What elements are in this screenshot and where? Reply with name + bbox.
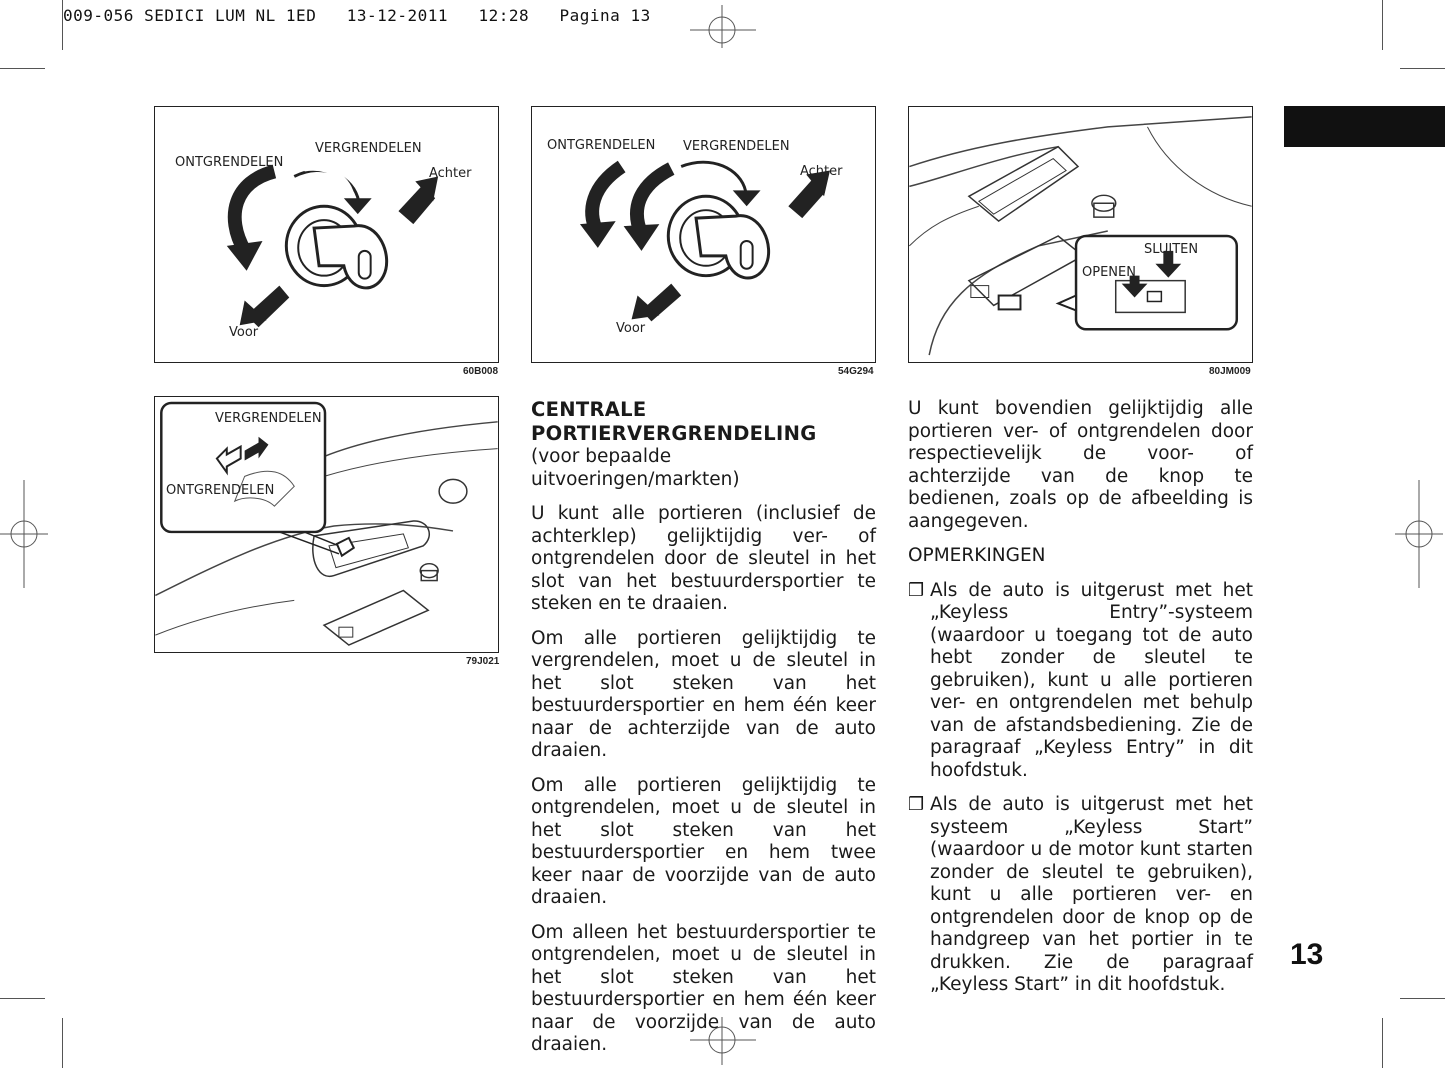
figure-key-lock-double xyxy=(531,106,876,363)
registration-mark-top xyxy=(690,0,760,50)
figure-code: 79J021 xyxy=(466,656,500,667)
note-text: Als de auto is uitgerust met het „Keyless Entry”-systeem (waardoor u toegang tot de auto hebt zonder de sleutel te gebruiken), kunt u alle portieren ver- en ontgrendelen met behulp van de afstandsbediening. Zie de paragraaf „Keyless Entry” in dit hoofdstuk. xyxy=(930,579,1253,781)
paragraph: Om alleen het bestuurdersportier te ontgrendelen, moet u de sleutel in het slot steken van het bestuurdersportier en hem één keer naar de voorzijde van de auto draaien. xyxy=(531,921,876,1055)
label-close: SLUITEN xyxy=(1144,242,1199,257)
label-lock: VERGRENDELEN xyxy=(683,139,790,154)
label-lock: VERGRENDELEN xyxy=(315,141,422,156)
label-unlock: ONTGRENDELEN xyxy=(547,138,656,153)
door-handle-illustration xyxy=(155,397,498,652)
crop-mark xyxy=(1382,1018,1383,1068)
crop-mark xyxy=(62,0,63,50)
door-panel-illustration xyxy=(909,107,1252,362)
paragraph: Om alle portieren gelijktijdig te ontgrendelen, moet u de sleutel in het slot steken van het bestuurdersportier en hem twee keer naar de voorzijde van de auto draaien. xyxy=(531,774,876,908)
chapter-tab xyxy=(1284,106,1445,147)
registration-mark-right xyxy=(1395,480,1445,590)
registration-mark-left xyxy=(0,480,50,590)
paragraph: Om alle portieren gelijktijdig te vergrendelen, moet u de sleutel in het slot steken van het bestuurdersportier en hem één keer naar de achterzijde van de auto draaien. xyxy=(531,627,876,761)
note-item xyxy=(908,794,1253,997)
label-open: OPENEN xyxy=(1082,265,1136,280)
central-locking-section xyxy=(531,398,876,1069)
note-text: Als de auto is uitgerust met het systeem „Keyless Start” (waardoor u de motor kunt starten zonder de sleutel te gebruiken), kunt u alle portieren ver- en ontgrendelen door de knop op de handgreep van het portier in te drukken. Zie de paragraaf „Keyless Start” in dit hoofdstuk. xyxy=(930,794,1253,995)
label-unlock: ONTGRENDELEN xyxy=(175,155,284,170)
figure-code: 60B008 xyxy=(463,366,499,377)
figure-key-lock-single xyxy=(154,106,499,363)
section-title-line1: CENTRALE xyxy=(531,398,647,421)
notes-title: OPMERKINGEN xyxy=(908,545,1046,566)
label-lock: VERGRENDELEN xyxy=(215,411,322,426)
figure-door-lock-lever xyxy=(154,396,499,653)
crop-mark xyxy=(1400,998,1445,999)
figure-door-switch xyxy=(908,106,1253,363)
crop-mark xyxy=(1382,0,1383,50)
label-front: Voor xyxy=(229,325,259,340)
label-rear: Achter xyxy=(429,166,472,181)
crop-mark xyxy=(0,998,45,999)
crop-mark xyxy=(62,1018,63,1068)
figure-code: 80JM009 xyxy=(1209,366,1251,377)
section-subtitle: (voor bepaalde uitvoeringen/markten) xyxy=(531,446,740,490)
page-number: 13 xyxy=(1290,938,1324,971)
crop-mark xyxy=(0,68,45,69)
checkbox-icon: ❒ xyxy=(908,794,925,815)
right-column xyxy=(908,398,1253,1009)
checkbox-icon: ❒ xyxy=(908,579,925,601)
print-header: 009-056 SEDICI LUM NL 1ED 13-12-2011 12:28 Pagina 13 xyxy=(63,6,651,25)
label-front: Voor xyxy=(616,321,646,336)
paragraph: U kunt bovendien gelijktijdig alle portieren ver- of ontgrendelen door respectievelijk de voor- of achterzijde van de knop te bedienen, zoals op de afbeelding is aangegeven. xyxy=(908,398,1253,532)
figure-code: 54G294 xyxy=(838,366,874,377)
section-title-line2: PORTIERVERGRENDELING xyxy=(531,422,817,445)
crop-mark xyxy=(1400,68,1445,69)
note-item xyxy=(908,580,1253,783)
label-unlock: ONTGRENDELEN xyxy=(166,483,275,498)
label-rear: Achter xyxy=(800,164,843,179)
paragraph: U kunt alle portieren (inclusief de achterklep) gelijktijdig ver- of ontgrendelen door de sleutel in het slot van het bestuurdersportier te steken en te draaien. xyxy=(531,503,876,614)
